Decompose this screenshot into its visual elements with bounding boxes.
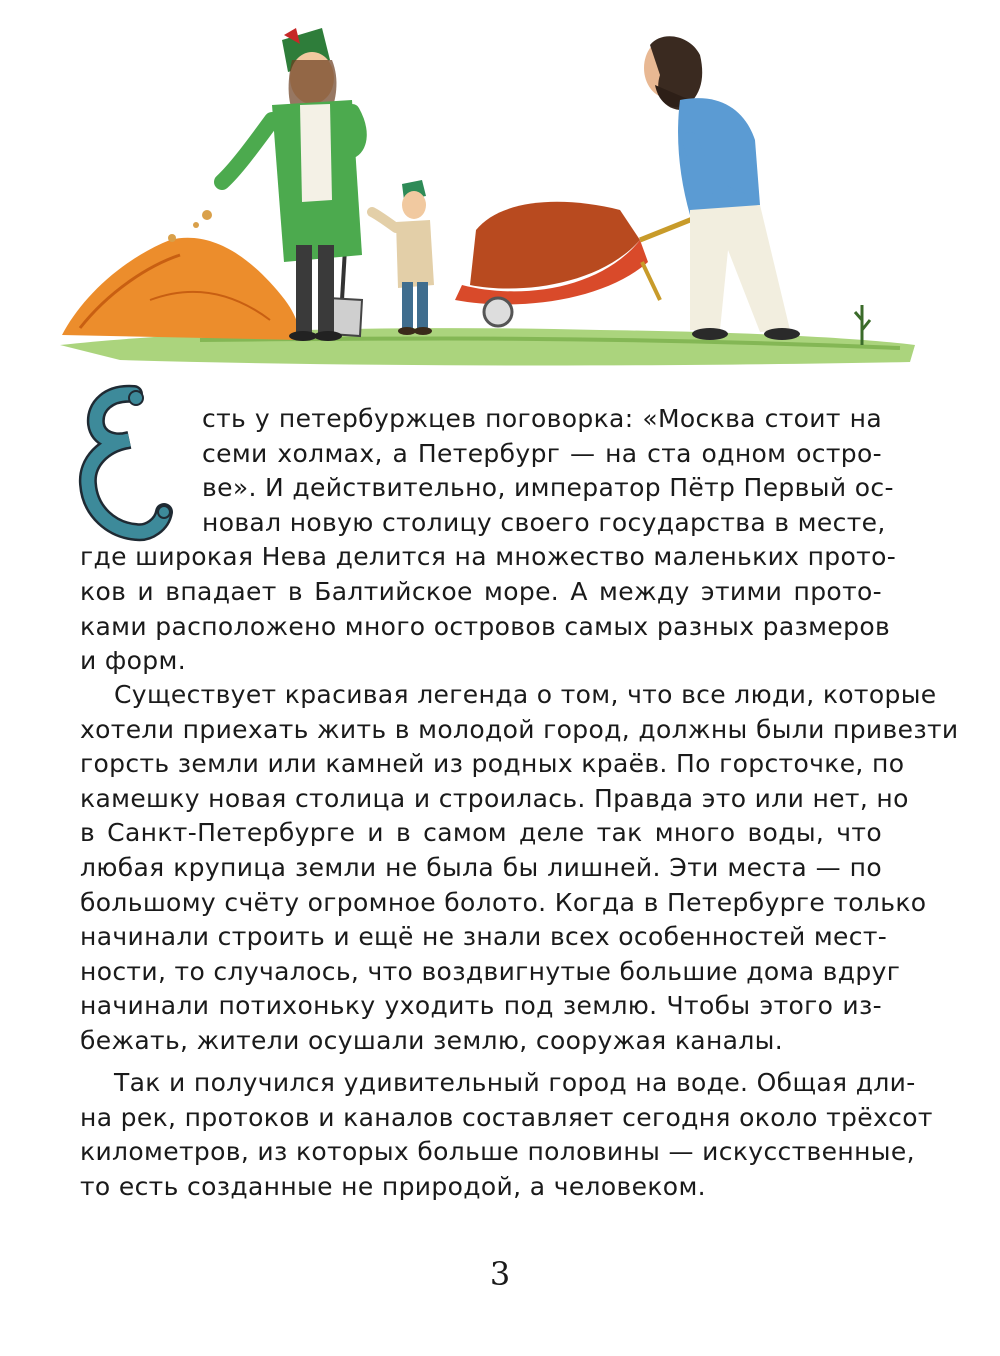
text-line: начинали потихоньку уходить под землю. Чтобы этого из-: [80, 991, 882, 1021]
text-line: в Санкт-Петербурге и в самом деле так много воды, что: [80, 818, 882, 848]
text-line: горсть земли или камней из родных краёв. По горсточке, по: [80, 749, 905, 779]
text-line: и форм.: [80, 646, 186, 676]
text-line: где широкая Нева делится на множество маленьких прото-: [80, 542, 897, 572]
text-line: ве». И действительно, император Пётр Первый ос-: [202, 473, 894, 503]
text-line: то есть созданные не природой, а человеком.: [80, 1171, 706, 1201]
text-line: камешку новая столица и строилась. Правда это или нет, но: [80, 783, 909, 813]
text-line: Существует красивая легенда о том, что все люди, которые: [114, 680, 937, 709]
text-line: семи холмах, а Петербург — на ста одном остро-: [202, 438, 882, 468]
paragraph-3: [80, 1066, 933, 1204]
text-line: хотели приехать жить в молодой город, должны были привезти: [80, 714, 959, 744]
page-number: 3: [489, 1255, 511, 1293]
paragraph-2: [80, 678, 959, 1059]
earth-mound: [62, 238, 300, 340]
bearded-man: [644, 36, 800, 340]
text-line: новал новую столицу своего государства в месте,: [202, 507, 886, 537]
text-line: ности, то случалось, что воздвигнутые большие дома вдруг: [80, 956, 901, 986]
text-line: любая крупица земли не была бы лишней. Эти места — по: [80, 852, 882, 882]
text-line: километров, из которых больше половины — искусственные,: [80, 1137, 915, 1167]
paragraph-1: [80, 402, 897, 679]
text-line: бежать, жители осушали землю, сооружая каналы.: [80, 1025, 784, 1055]
illustration-peter-building-city: [0, 0, 1000, 380]
text-line: Так и получился удивительный город на воде. Общая дли-: [114, 1068, 916, 1097]
text-line: сть у петербуржцев поговорка: «Москва стоит на: [202, 404, 882, 433]
child: [372, 180, 434, 335]
text-line: большому счёту огромное болото. Когда в Петербурге только: [80, 887, 927, 917]
text-line: ками расположено много островов самых разных размеров: [80, 611, 891, 641]
text-line: на рек, протоков и каналов составляет сегодня около трёхсот: [80, 1102, 933, 1132]
text-line: ков и впадает в Балтийское море. А между этими прото-: [80, 576, 882, 606]
small-plant: [855, 305, 870, 345]
text-line: начинали строить и ещё не знали всех особенностей мест-: [80, 922, 888, 952]
